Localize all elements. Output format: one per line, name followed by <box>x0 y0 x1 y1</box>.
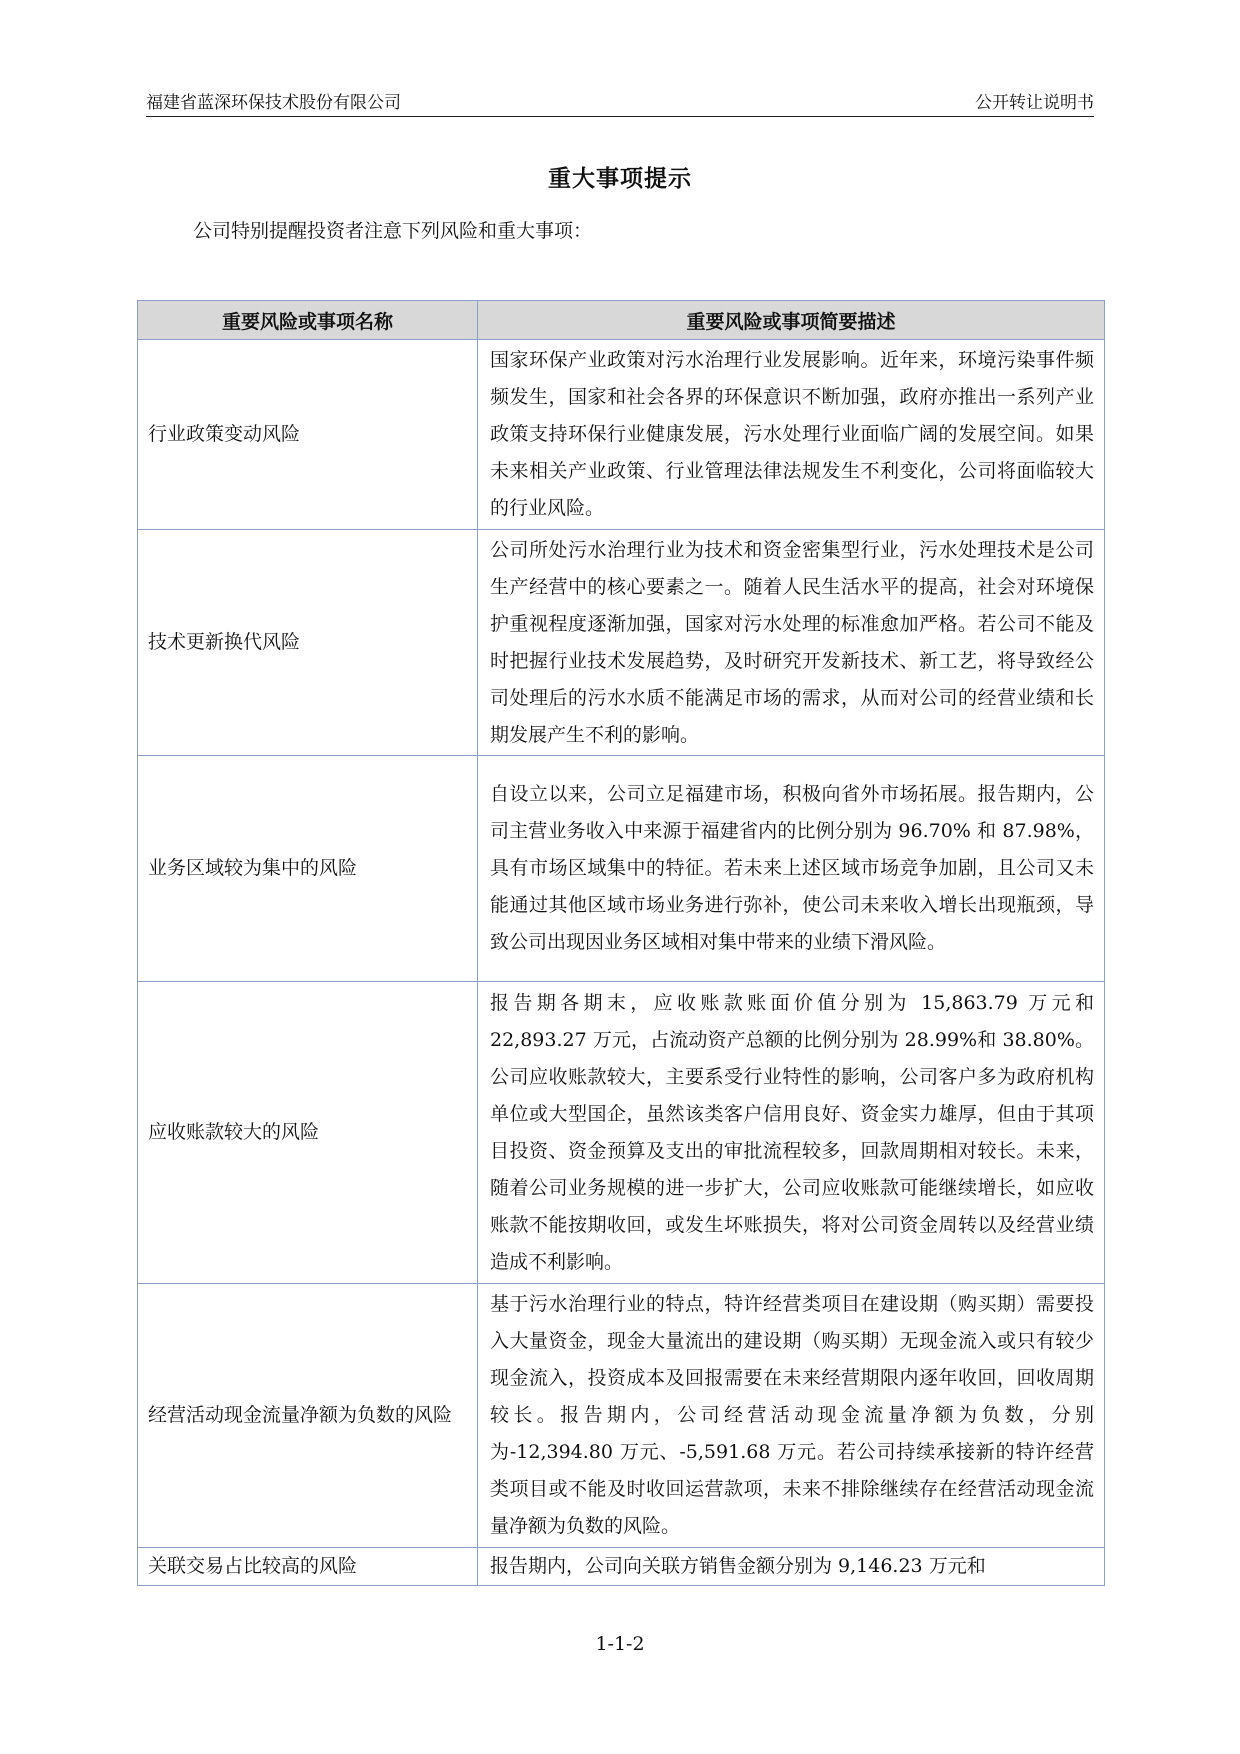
risk-name: 经营活动现金流量净额为负数的风险 <box>138 1284 478 1548</box>
table-row <box>138 1284 1105 1548</box>
risk-description: 报告期各期末，应收账款账面价值分别为 15,863.79 万元和 22,893.27 万元，占流动资产总额的比例分别为 28.99%和 38.80%。公司应收账款较大，主要系受行业特性的影响，公司客户多为政府机构单位或大型国企，虽然该类客户信用良好、资金实力雄厚，但由于其项目投资、资金预算及支出的审批流程较多，回款周期相对较长。未来，随着公司业务规模的进一步扩大，公司应收账款可能继续增长，如应收账款不能按期收回，或发生坏账损失，将对公司资金周转以及经营业绩造成不利影响。 <box>478 982 1105 1284</box>
risk-description: 基于污水治理行业的特点，特许经营类项目在建设期（购买期）需要投入大量资金，现金大量流出的建设期（购买期）无现金流入或只有较少现金流入，投资成本及回报需要在未来经营期限内逐年收回，回收周期较长。报告期内，公司经营活动现金流量净额为负数，分别为-12,394.80 万元、-5,591.68 万元。若公司持续承接新的特许经营类项目或不能及时收回运营款项，未来不排除继续存在经营活动现金流量净额为负数的风险。 <box>478 1284 1105 1548</box>
risk-name: 业务区域较为集中的风险 <box>138 756 478 982</box>
column-header-name: 重要风险或事项名称 <box>138 301 478 340</box>
intro-paragraph: 公司特别提醒投资者注意下列风险和重大事项： <box>193 220 593 242</box>
risk-description: 公司所处污水治理行业为技术和资金密集型行业，污水处理技术是公司生产经营中的核心要素之一。随着人民生活水平的提高，社会对环境保护重视程度逐渐加强，国家对污水处理的标准愈加严格。若公司不能及时把握行业技术发展趋势，及时研究开发新技术、新工艺，将导致经公司处理后的污水水质不能满足市场的需求，从而对公司的经营业绩和长期发展产生不利的影响。 <box>478 530 1105 756</box>
page-title: 重大事项提示 <box>548 165 692 192</box>
risk-name: 行业政策变动风险 <box>138 340 478 530</box>
header-company-name: 福建省蓝深环保技术股份有限公司 <box>146 93 401 113</box>
column-header-description: 重要风险或事项简要描述 <box>478 301 1105 340</box>
table-row <box>138 1548 1105 1586</box>
table-header-row <box>138 301 1105 340</box>
table-row <box>138 340 1105 530</box>
risk-table <box>137 300 1105 1586</box>
table-row <box>138 756 1105 982</box>
risk-description: 国家环保产业政策对污水治理行业发展影响。近年来，环境污染事件频频发生，国家和社会各界的环保意识不断加强，政府亦推出一系列产业政策支持环保行业健康发展，污水处理行业面临广阔的发展空间。如果未来相关产业政策、行业管理法律法规发生不利变化，公司将面临较大的行业风险。 <box>478 340 1105 530</box>
page-number: 1-1-2 <box>595 1633 645 1655</box>
risk-description: 报告期内，公司向关联方销售金额分别为 9,146.23 万元和 <box>478 1548 1105 1586</box>
page-header <box>146 86 1094 117</box>
risk-description: 自设立以来，公司立足福建市场，积极向省外市场拓展。报告期内，公司主营业务收入中来源于福建省内的比例分别为 96.70% 和 87.98%，具有市场区域集中的特征。若未来上述区域市场竞争加剧，且公司又未能通过其他区域市场业务进行弥补，使公司未来收入增长出现瓶颈，导致公司出现因业务区域相对集中带来的业绩下滑风险。 <box>478 756 1105 982</box>
risk-name: 关联交易占比较高的风险 <box>138 1548 478 1586</box>
table-row <box>138 530 1105 756</box>
risk-name: 技术更新换代风险 <box>138 530 478 756</box>
risk-name: 应收账款较大的风险 <box>138 982 478 1284</box>
table-row <box>138 982 1105 1284</box>
header-document-type: 公开转让说明书 <box>975 93 1094 113</box>
